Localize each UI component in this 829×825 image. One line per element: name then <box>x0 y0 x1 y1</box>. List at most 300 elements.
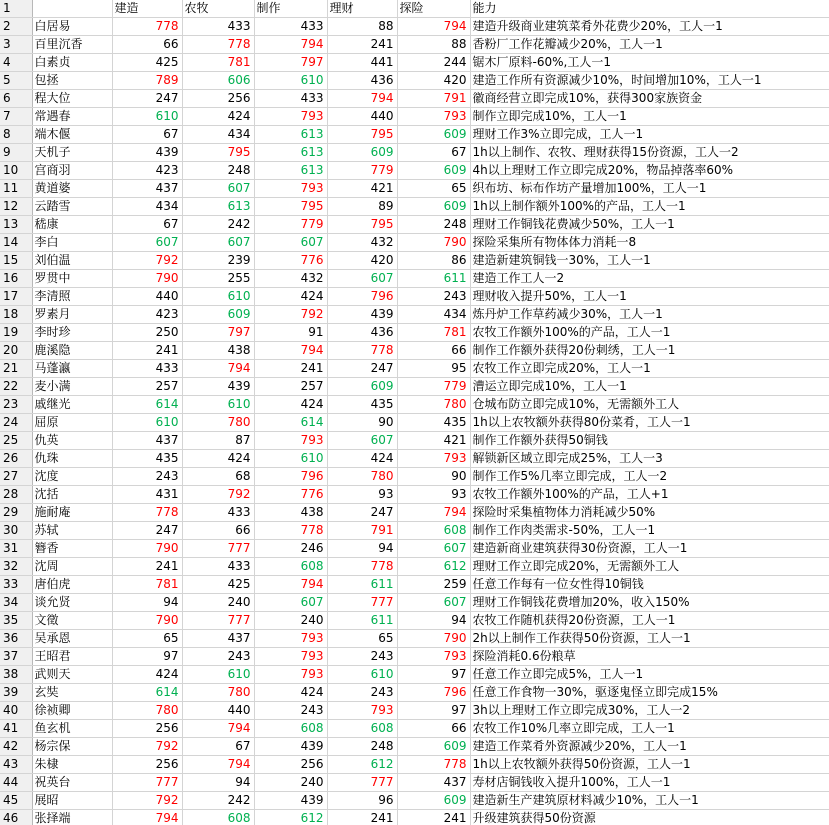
build-cell[interactable]: 97 <box>112 648 182 666</box>
row-header[interactable]: 24 <box>0 414 32 432</box>
explore-cell[interactable]: 93 <box>397 486 470 504</box>
craft-cell[interactable]: 424 <box>254 288 327 306</box>
explore-cell[interactable]: 609 <box>397 738 470 756</box>
finance-cell[interactable]: 248 <box>327 738 397 756</box>
finance-cell[interactable]: 611 <box>327 576 397 594</box>
name-cell[interactable]: 祝英台 <box>32 774 112 792</box>
craft-cell[interactable]: 776 <box>254 252 327 270</box>
ability-cell[interactable]: 建造工作所有资源减少10%，时间增加10%，工人一1 <box>470 72 829 90</box>
explore-cell[interactable]: 781 <box>397 324 470 342</box>
farm-cell[interactable]: 87 <box>182 432 254 450</box>
build-cell[interactable]: 423 <box>112 306 182 324</box>
ability-cell[interactable]: 1h以上制作、农牧、理财获得15份资源，工人一2 <box>470 144 829 162</box>
header-cell-build[interactable]: 建造 <box>112 0 182 18</box>
ability-cell[interactable]: 探险时采集植物体力消耗减少50% <box>470 504 829 522</box>
craft-cell[interactable]: 433 <box>254 18 327 36</box>
row-header[interactable]: 13 <box>0 216 32 234</box>
build-cell[interactable]: 423 <box>112 162 182 180</box>
explore-cell[interactable]: 779 <box>397 378 470 396</box>
name-cell[interactable]: 包拯 <box>32 72 112 90</box>
name-cell[interactable]: 鹿溪隐 <box>32 342 112 360</box>
ability-cell[interactable]: 1h以上农牧额外获得80份菜肴，工人一1 <box>470 414 829 432</box>
craft-cell[interactable]: 257 <box>254 378 327 396</box>
finance-cell[interactable]: 795 <box>327 216 397 234</box>
row-header[interactable]: 46 <box>0 810 32 825</box>
finance-cell[interactable]: 779 <box>327 162 397 180</box>
finance-cell[interactable]: 96 <box>327 792 397 810</box>
finance-cell[interactable]: 247 <box>327 504 397 522</box>
row-header[interactable]: 16 <box>0 270 32 288</box>
build-cell[interactable]: 435 <box>112 450 182 468</box>
ability-cell[interactable]: 4h以上理财工作立即完成20%，物品掉落率60% <box>470 162 829 180</box>
craft-cell[interactable]: 793 <box>254 648 327 666</box>
name-cell[interactable]: 王昭君 <box>32 648 112 666</box>
row-header[interactable]: 2 <box>0 18 32 36</box>
finance-cell[interactable]: 89 <box>327 198 397 216</box>
name-cell[interactable]: 宫商羽 <box>32 162 112 180</box>
build-cell[interactable]: 792 <box>112 738 182 756</box>
farm-cell[interactable]: 780 <box>182 684 254 702</box>
craft-cell[interactable]: 778 <box>254 522 327 540</box>
name-cell[interactable]: 百里沉香 <box>32 36 112 54</box>
ability-cell[interactable]: 理财工作铜钱花费增加20%，收入150% <box>470 594 829 612</box>
craft-cell[interactable]: 793 <box>254 630 327 648</box>
header-cell-craft[interactable]: 制作 <box>254 0 327 18</box>
craft-cell[interactable]: 439 <box>254 738 327 756</box>
explore-cell[interactable]: 437 <box>397 774 470 792</box>
name-cell[interactable]: 白素贞 <box>32 54 112 72</box>
farm-cell[interactable]: 437 <box>182 630 254 648</box>
build-cell[interactable]: 433 <box>112 360 182 378</box>
craft-cell[interactable]: 607 <box>254 234 327 252</box>
craft-cell[interactable]: 241 <box>254 360 327 378</box>
build-cell[interactable]: 790 <box>112 270 182 288</box>
craft-cell[interactable]: 794 <box>254 576 327 594</box>
craft-cell[interactable]: 795 <box>254 198 327 216</box>
craft-cell[interactable]: 797 <box>254 54 327 72</box>
farm-cell[interactable]: 425 <box>182 576 254 594</box>
row-header[interactable]: 19 <box>0 324 32 342</box>
ability-cell[interactable]: 制作工作肉类需求-50%，工人一1 <box>470 522 829 540</box>
explore-cell[interactable]: 66 <box>397 342 470 360</box>
farm-cell[interactable]: 424 <box>182 450 254 468</box>
farm-cell[interactable]: 242 <box>182 792 254 810</box>
farm-cell[interactable]: 607 <box>182 234 254 252</box>
name-cell[interactable]: 天机子 <box>32 144 112 162</box>
name-cell[interactable]: 沈周 <box>32 558 112 576</box>
build-cell[interactable]: 792 <box>112 792 182 810</box>
build-cell[interactable]: 256 <box>112 720 182 738</box>
explore-cell[interactable]: 420 <box>397 72 470 90</box>
craft-cell[interactable]: 796 <box>254 468 327 486</box>
row-header[interactable]: 11 <box>0 180 32 198</box>
build-cell[interactable]: 790 <box>112 612 182 630</box>
farm-cell[interactable]: 781 <box>182 54 254 72</box>
name-cell[interactable]: 簪香 <box>32 540 112 558</box>
craft-cell[interactable]: 610 <box>254 450 327 468</box>
name-cell[interactable]: 麦小满 <box>32 378 112 396</box>
ability-cell[interactable]: 建造新生产建筑原材料减少10%，工人一1 <box>470 792 829 810</box>
ability-cell[interactable]: 理财工作铜钱花费减少50%，工人一1 <box>470 216 829 234</box>
explore-cell[interactable]: 435 <box>397 414 470 432</box>
farm-cell[interactable]: 440 <box>182 702 254 720</box>
farm-cell[interactable]: 68 <box>182 468 254 486</box>
explore-cell[interactable]: 793 <box>397 108 470 126</box>
build-cell[interactable]: 243 <box>112 468 182 486</box>
craft-cell[interactable]: 608 <box>254 558 327 576</box>
finance-cell[interactable]: 436 <box>327 324 397 342</box>
farm-cell[interactable]: 424 <box>182 108 254 126</box>
build-cell[interactable]: 250 <box>112 324 182 342</box>
ability-cell[interactable]: 农牧工作10%几率立即完成，工人一1 <box>470 720 829 738</box>
build-cell[interactable]: 65 <box>112 630 182 648</box>
build-cell[interactable]: 247 <box>112 522 182 540</box>
row-header[interactable]: 43 <box>0 756 32 774</box>
farm-cell[interactable]: 794 <box>182 720 254 738</box>
ability-cell[interactable]: 任意工作食物一30%，驱逐鬼怪立即完成15% <box>470 684 829 702</box>
ability-cell[interactable]: 制作工作5%几率立即完成，工人一2 <box>470 468 829 486</box>
name-cell[interactable]: 嵇康 <box>32 216 112 234</box>
finance-cell[interactable]: 607 <box>327 432 397 450</box>
row-header[interactable]: 6 <box>0 90 32 108</box>
craft-cell[interactable]: 613 <box>254 144 327 162</box>
farm-cell[interactable]: 777 <box>182 540 254 558</box>
farm-cell[interactable]: 610 <box>182 666 254 684</box>
farm-cell[interactable]: 66 <box>182 522 254 540</box>
header-cell-farm[interactable]: 农牧 <box>182 0 254 18</box>
finance-cell[interactable]: 65 <box>327 630 397 648</box>
build-cell[interactable]: 614 <box>112 684 182 702</box>
name-cell[interactable]: 李白 <box>32 234 112 252</box>
build-cell[interactable]: 67 <box>112 126 182 144</box>
build-cell[interactable]: 607 <box>112 234 182 252</box>
ability-cell[interactable]: 1h以上农牧额外获得50份资源，工人一1 <box>470 756 829 774</box>
craft-cell[interactable]: 793 <box>254 108 327 126</box>
row-header[interactable]: 34 <box>0 594 32 612</box>
ability-cell[interactable]: 任意工作立即完成5%，工人一1 <box>470 666 829 684</box>
name-cell[interactable]: 黄道婆 <box>32 180 112 198</box>
craft-cell[interactable]: 613 <box>254 162 327 180</box>
farm-cell[interactable]: 607 <box>182 180 254 198</box>
explore-cell[interactable]: 421 <box>397 432 470 450</box>
name-cell[interactable]: 常遇春 <box>32 108 112 126</box>
row-header[interactable]: 27 <box>0 468 32 486</box>
farm-cell[interactable]: 94 <box>182 774 254 792</box>
craft-cell[interactable]: 794 <box>254 342 327 360</box>
finance-cell[interactable]: 611 <box>327 612 397 630</box>
finance-cell[interactable]: 610 <box>327 666 397 684</box>
craft-cell[interactable]: 793 <box>254 432 327 450</box>
name-cell[interactable]: 张择端 <box>32 810 112 825</box>
ability-cell[interactable]: 升级建筑获得50份资源 <box>470 810 829 825</box>
row-header[interactable]: 5 <box>0 72 32 90</box>
row-header[interactable]: 12 <box>0 198 32 216</box>
build-cell[interactable]: 437 <box>112 432 182 450</box>
finance-cell[interactable]: 608 <box>327 720 397 738</box>
explore-cell[interactable]: 259 <box>397 576 470 594</box>
craft-cell[interactable]: 779 <box>254 216 327 234</box>
finance-cell[interactable]: 436 <box>327 72 397 90</box>
build-cell[interactable]: 777 <box>112 774 182 792</box>
name-cell[interactable]: 沈括 <box>32 486 112 504</box>
finance-cell[interactable]: 777 <box>327 774 397 792</box>
craft-cell[interactable]: 776 <box>254 486 327 504</box>
row-header[interactable]: 21 <box>0 360 32 378</box>
finance-cell[interactable]: 795 <box>327 126 397 144</box>
finance-cell[interactable]: 612 <box>327 756 397 774</box>
ability-cell[interactable]: 理财收入提升50%，工人一1 <box>470 288 829 306</box>
build-cell[interactable]: 424 <box>112 666 182 684</box>
name-cell[interactable]: 武则天 <box>32 666 112 684</box>
name-cell[interactable]: 戚继光 <box>32 396 112 414</box>
name-cell[interactable]: 鱼玄机 <box>32 720 112 738</box>
ability-cell[interactable]: 1h以上制作额外100%的产品，工人一1 <box>470 198 829 216</box>
explore-cell[interactable]: 248 <box>397 216 470 234</box>
name-cell[interactable]: 谈允贤 <box>32 594 112 612</box>
row-header[interactable]: 7 <box>0 108 32 126</box>
explore-cell[interactable]: 608 <box>397 522 470 540</box>
row-header[interactable]: 45 <box>0 792 32 810</box>
farm-cell[interactable]: 439 <box>182 378 254 396</box>
row-header[interactable]: 22 <box>0 378 32 396</box>
row-header[interactable]: 10 <box>0 162 32 180</box>
farm-cell[interactable]: 606 <box>182 72 254 90</box>
craft-cell[interactable]: 243 <box>254 702 327 720</box>
build-cell[interactable]: 256 <box>112 756 182 774</box>
row-header[interactable]: 1 <box>0 0 32 18</box>
farm-cell[interactable]: 780 <box>182 414 254 432</box>
row-header[interactable]: 37 <box>0 648 32 666</box>
ability-cell[interactable]: 锯木厂原料-60%,工人一1 <box>470 54 829 72</box>
farm-cell[interactable]: 777 <box>182 612 254 630</box>
explore-cell[interactable]: 67 <box>397 144 470 162</box>
ability-cell[interactable]: 农牧工作随机获得20份资源，工人一1 <box>470 612 829 630</box>
explore-cell[interactable]: 97 <box>397 702 470 720</box>
build-cell[interactable]: 431 <box>112 486 182 504</box>
name-cell[interactable]: 仇珠 <box>32 450 112 468</box>
row-header[interactable]: 8 <box>0 126 32 144</box>
farm-cell[interactable]: 255 <box>182 270 254 288</box>
build-cell[interactable]: 440 <box>112 288 182 306</box>
ability-cell[interactable]: 建造新商业建筑获得30份资源，工人一1 <box>470 540 829 558</box>
name-cell[interactable]: 程大位 <box>32 90 112 108</box>
farm-cell[interactable]: 433 <box>182 558 254 576</box>
build-cell[interactable]: 610 <box>112 414 182 432</box>
finance-cell[interactable]: 435 <box>327 396 397 414</box>
explore-cell[interactable]: 65 <box>397 180 470 198</box>
farm-cell[interactable]: 433 <box>182 18 254 36</box>
finance-cell[interactable]: 247 <box>327 360 397 378</box>
finance-cell[interactable]: 90 <box>327 414 397 432</box>
row-header[interactable]: 33 <box>0 576 32 594</box>
farm-cell[interactable]: 67 <box>182 738 254 756</box>
farm-cell[interactable]: 240 <box>182 594 254 612</box>
farm-cell[interactable]: 610 <box>182 288 254 306</box>
build-cell[interactable]: 241 <box>112 558 182 576</box>
ability-cell[interactable]: 建造工作菜肴外资源减少20%，工人一1 <box>470 738 829 756</box>
row-header[interactable]: 44 <box>0 774 32 792</box>
ability-cell[interactable]: 农牧工作额外100%的产品，工人一1 <box>470 324 829 342</box>
build-cell[interactable]: 437 <box>112 180 182 198</box>
header-cell-explore[interactable]: 探险 <box>397 0 470 18</box>
craft-cell[interactable]: 439 <box>254 792 327 810</box>
craft-cell[interactable]: 433 <box>254 90 327 108</box>
build-cell[interactable]: 94 <box>112 594 182 612</box>
ability-cell[interactable]: 制作立即完成10%，工人一1 <box>470 108 829 126</box>
row-header[interactable]: 31 <box>0 540 32 558</box>
craft-cell[interactable]: 612 <box>254 810 327 825</box>
farm-cell[interactable]: 778 <box>182 36 254 54</box>
explore-cell[interactable]: 794 <box>397 18 470 36</box>
name-cell[interactable]: 杨宗保 <box>32 738 112 756</box>
finance-cell[interactable]: 609 <box>327 378 397 396</box>
row-header[interactable]: 28 <box>0 486 32 504</box>
farm-cell[interactable]: 608 <box>182 810 254 825</box>
finance-cell[interactable]: 243 <box>327 648 397 666</box>
farm-cell[interactable]: 239 <box>182 252 254 270</box>
build-cell[interactable]: 425 <box>112 54 182 72</box>
name-cell[interactable]: 苏轼 <box>32 522 112 540</box>
farm-cell[interactable]: 794 <box>182 756 254 774</box>
explore-cell[interactable]: 791 <box>397 90 470 108</box>
craft-cell[interactable]: 256 <box>254 756 327 774</box>
explore-cell[interactable]: 243 <box>397 288 470 306</box>
name-cell[interactable]: 屈原 <box>32 414 112 432</box>
name-cell[interactable]: 仇英 <box>32 432 112 450</box>
finance-cell[interactable]: 441 <box>327 54 397 72</box>
finance-cell[interactable]: 420 <box>327 252 397 270</box>
finance-cell[interactable]: 607 <box>327 270 397 288</box>
build-cell[interactable]: 434 <box>112 198 182 216</box>
farm-cell[interactable]: 610 <box>182 396 254 414</box>
explore-cell[interactable]: 607 <box>397 594 470 612</box>
row-header[interactable]: 18 <box>0 306 32 324</box>
ability-cell[interactable]: 3h以上理财工作立即完成30%，工人一2 <box>470 702 829 720</box>
build-cell[interactable]: 778 <box>112 504 182 522</box>
explore-cell[interactable]: 794 <box>397 504 470 522</box>
header-name-cell[interactable] <box>32 0 112 18</box>
ability-cell[interactable]: 理财工作立即完成20%，无需额外工人 <box>470 558 829 576</box>
explore-cell[interactable]: 86 <box>397 252 470 270</box>
row-header[interactable]: 30 <box>0 522 32 540</box>
ability-cell[interactable]: 解锁新区域立即完成25%，工人一3 <box>470 450 829 468</box>
ability-cell[interactable]: 炼丹炉工作草药减少30%，工人一1 <box>470 306 829 324</box>
row-header[interactable]: 42 <box>0 738 32 756</box>
finance-cell[interactable]: 609 <box>327 144 397 162</box>
name-cell[interactable]: 朱棣 <box>32 756 112 774</box>
row-header[interactable]: 36 <box>0 630 32 648</box>
farm-cell[interactable]: 438 <box>182 342 254 360</box>
ability-cell[interactable]: 徽商经营立即完成10%，获得300家族资金 <box>470 90 829 108</box>
farm-cell[interactable]: 795 <box>182 144 254 162</box>
finance-cell[interactable]: 424 <box>327 450 397 468</box>
explore-cell[interactable]: 790 <box>397 630 470 648</box>
farm-cell[interactable]: 248 <box>182 162 254 180</box>
finance-cell[interactable]: 88 <box>327 18 397 36</box>
craft-cell[interactable]: 608 <box>254 720 327 738</box>
name-cell[interactable]: 沈度 <box>32 468 112 486</box>
ability-cell[interactable]: 香粉厂工作花瓣减少20%，工人一1 <box>470 36 829 54</box>
craft-cell[interactable]: 240 <box>254 612 327 630</box>
explore-cell[interactable]: 612 <box>397 558 470 576</box>
row-header[interactable]: 35 <box>0 612 32 630</box>
ability-cell[interactable]: 探险消耗0.6份粮草 <box>470 648 829 666</box>
finance-cell[interactable]: 791 <box>327 522 397 540</box>
explore-cell[interactable]: 66 <box>397 720 470 738</box>
row-header[interactable]: 17 <box>0 288 32 306</box>
ability-cell[interactable]: 建造工作工人一2 <box>470 270 829 288</box>
row-header[interactable]: 40 <box>0 702 32 720</box>
row-header[interactable]: 38 <box>0 666 32 684</box>
explore-cell[interactable]: 790 <box>397 234 470 252</box>
finance-cell[interactable]: 793 <box>327 702 397 720</box>
build-cell[interactable]: 789 <box>112 72 182 90</box>
name-cell[interactable]: 马蓬瀛 <box>32 360 112 378</box>
finance-cell[interactable]: 440 <box>327 108 397 126</box>
explore-cell[interactable]: 607 <box>397 540 470 558</box>
explore-cell[interactable]: 793 <box>397 450 470 468</box>
finance-cell[interactable]: 421 <box>327 180 397 198</box>
build-cell[interactable]: 614 <box>112 396 182 414</box>
name-cell[interactable]: 李清照 <box>32 288 112 306</box>
ability-cell[interactable]: 制作工作额外获得20份刺绣，工人一1 <box>470 342 829 360</box>
ability-cell[interactable]: 探险采集所有物体体力消耗一8 <box>470 234 829 252</box>
ability-cell[interactable]: 2h以上制作工作获得50份资源，工人一1 <box>470 630 829 648</box>
name-cell[interactable]: 吴承恩 <box>32 630 112 648</box>
craft-cell[interactable]: 432 <box>254 270 327 288</box>
farm-cell[interactable]: 794 <box>182 360 254 378</box>
craft-cell[interactable]: 246 <box>254 540 327 558</box>
finance-cell[interactable]: 241 <box>327 810 397 825</box>
farm-cell[interactable]: 243 <box>182 648 254 666</box>
finance-cell[interactable]: 241 <box>327 36 397 54</box>
finance-cell[interactable]: 93 <box>327 486 397 504</box>
finance-cell[interactable]: 777 <box>327 594 397 612</box>
build-cell[interactable]: 780 <box>112 702 182 720</box>
craft-cell[interactable]: 91 <box>254 324 327 342</box>
craft-cell[interactable]: 614 <box>254 414 327 432</box>
name-cell[interactable]: 李时珍 <box>32 324 112 342</box>
build-cell[interactable]: 790 <box>112 540 182 558</box>
ability-cell[interactable]: 寿材店铜钱收入提升100%，工人一1 <box>470 774 829 792</box>
ability-cell[interactable]: 制作工作额外获得50铜钱 <box>470 432 829 450</box>
name-cell[interactable]: 施耐庵 <box>32 504 112 522</box>
build-cell[interactable]: 247 <box>112 90 182 108</box>
craft-cell[interactable]: 794 <box>254 36 327 54</box>
craft-cell[interactable]: 792 <box>254 306 327 324</box>
farm-cell[interactable]: 242 <box>182 216 254 234</box>
row-header[interactable]: 39 <box>0 684 32 702</box>
finance-cell[interactable]: 439 <box>327 306 397 324</box>
explore-cell[interactable]: 94 <box>397 612 470 630</box>
finance-cell[interactable]: 796 <box>327 288 397 306</box>
ability-cell[interactable]: 织布坊、标布作坊产量增加100%，工人一1 <box>470 180 829 198</box>
build-cell[interactable]: 794 <box>112 810 182 825</box>
finance-cell[interactable]: 778 <box>327 342 397 360</box>
row-header[interactable]: 3 <box>0 36 32 54</box>
craft-cell[interactable]: 793 <box>254 180 327 198</box>
build-cell[interactable]: 792 <box>112 252 182 270</box>
farm-cell[interactable]: 797 <box>182 324 254 342</box>
build-cell[interactable]: 257 <box>112 378 182 396</box>
name-cell[interactable]: 白居易 <box>32 18 112 36</box>
finance-cell[interactable]: 243 <box>327 684 397 702</box>
explore-cell[interactable]: 611 <box>397 270 470 288</box>
ability-cell[interactable]: 任意工作每有一位女性得10铜钱 <box>470 576 829 594</box>
farm-cell[interactable]: 609 <box>182 306 254 324</box>
explore-cell[interactable]: 780 <box>397 396 470 414</box>
build-cell[interactable]: 241 <box>112 342 182 360</box>
